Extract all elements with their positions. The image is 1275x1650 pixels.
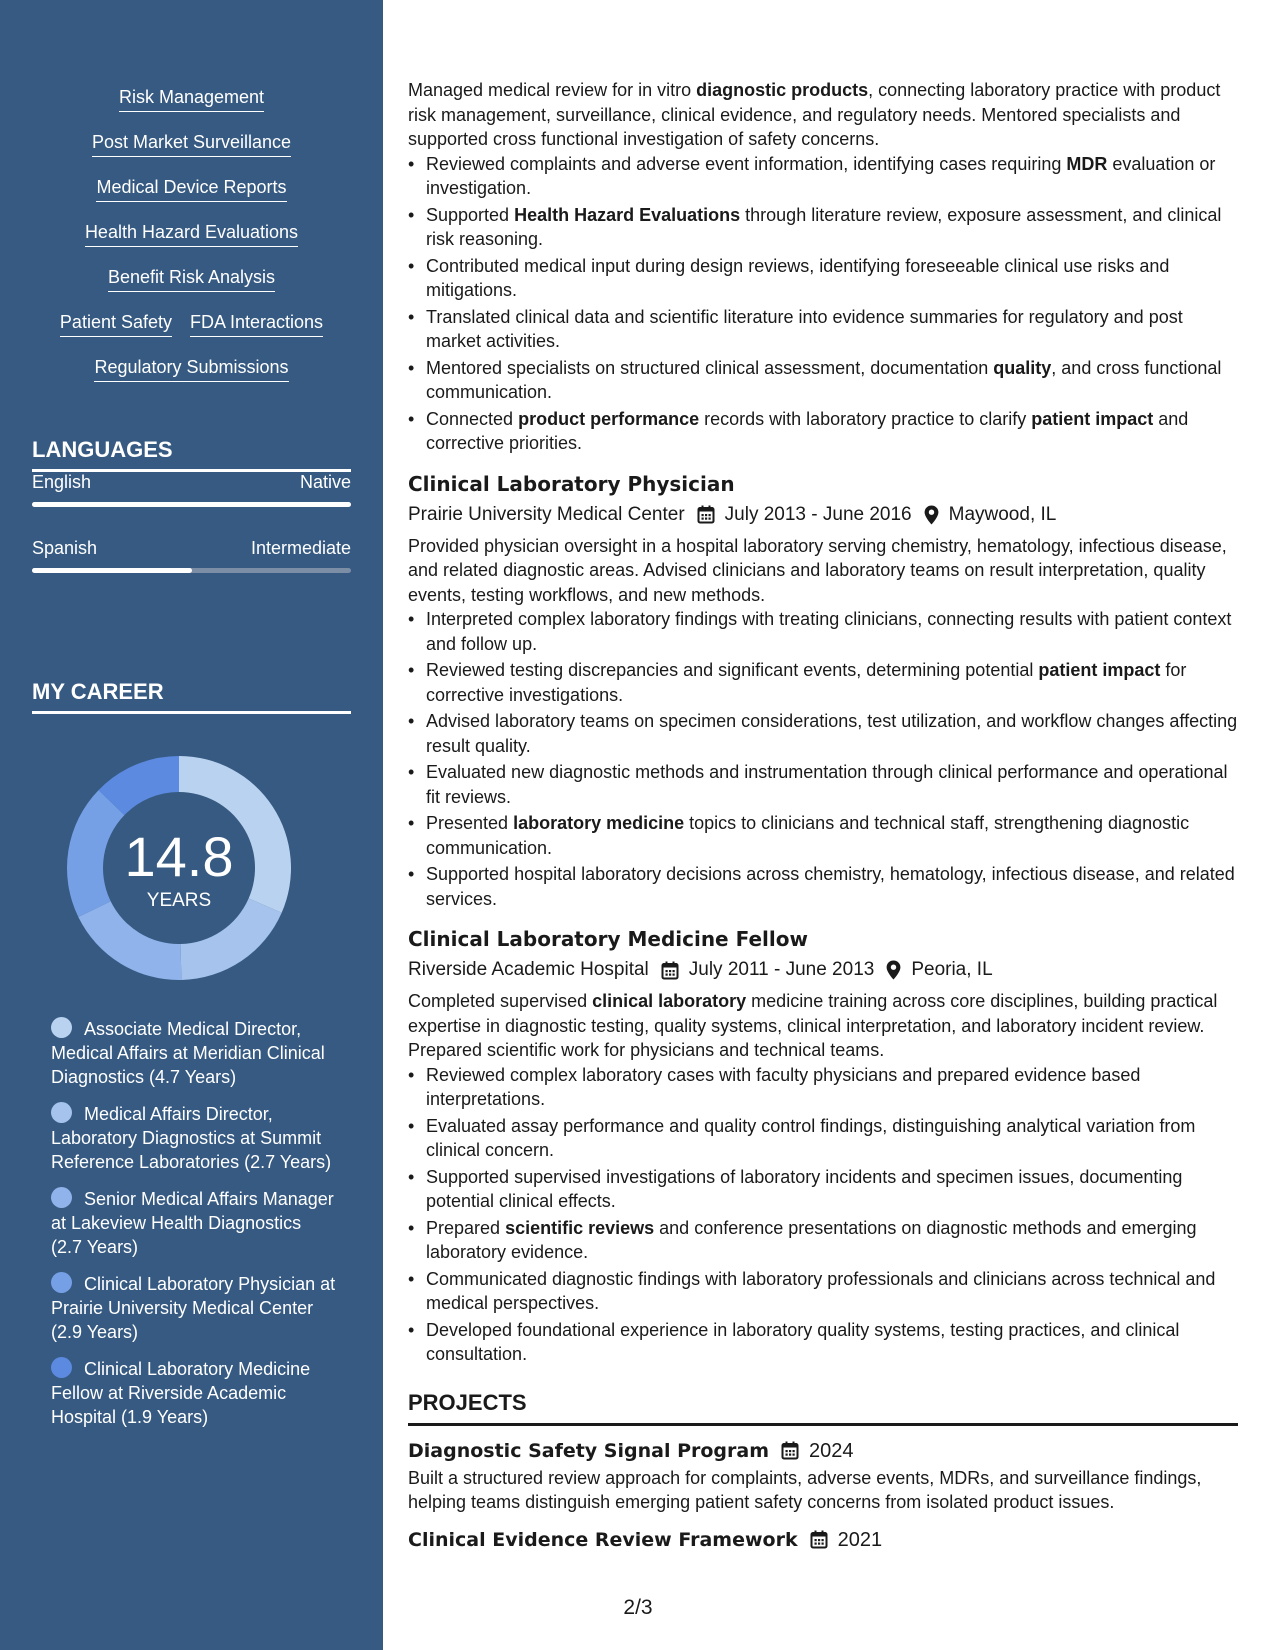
skill-tag: Benefit Risk Analysis [108, 266, 275, 292]
bullet-item [426, 407, 1238, 456]
skill-tag: FDA Interactions [190, 311, 323, 337]
text-run: topics to clinicians and technical staff, strengthening diagnostic communication. [426, 813, 1190, 858]
bullet-item [426, 607, 1238, 656]
skill-tag: Patient Safety [60, 311, 172, 337]
language-name: English [32, 472, 92, 492]
skill-row [32, 311, 351, 356]
project-description: Built a structured review approach for complaints, adverse events, MDRs, and surveillance findings, helping teams distinguish emerging patient safety concerns from isolated product issues. [408, 1467, 1202, 1512]
career-item [51, 1357, 336, 1429]
text-run: for corrective investigations. [426, 660, 1187, 705]
text-run: Communicated diagnostic findings with laboratory professionals and clinicians across technical and medical perspectives. [426, 1268, 1216, 1313]
career-item [51, 1187, 336, 1259]
emphasis-text: laboratory medicine [513, 813, 685, 833]
job-location: Maywood, IL [948, 503, 1057, 525]
project-title: Diagnostic Safety Signal Program [408, 1439, 770, 1462]
skill-row [32, 356, 351, 401]
language-proficiency-fill [32, 502, 351, 507]
emphasis-text: diagnostic products [696, 80, 869, 100]
project-title-row [408, 1438, 1238, 1464]
project-entry [408, 1527, 1238, 1553]
text-run: evaluation or investigation. [426, 153, 1216, 198]
bullet-item [426, 203, 1238, 252]
career-legend-dot [51, 1272, 72, 1293]
text-run: Translated clinical data and scientific literature into evidence summaries for regulatory and post market activities. [426, 306, 1183, 351]
career-total-unit: YEARS [146, 890, 212, 911]
text-run: Evaluated new diagnostic methods and instrumentation through clinical performance and operational fit reviews. [426, 762, 1228, 807]
text-run: Provided physician oversight in a hospital laboratory serving chemistry, hematology, infectious disease, and related diagnostic areas. Advised clinicians and laboratory teams on result interpretation, quality events, testing workflows, and new methods. [408, 535, 1227, 605]
language-name: Spanish [32, 538, 98, 558]
projects-list [408, 1438, 1238, 1553]
language-proficiency-bar [32, 568, 351, 573]
jobs-list [408, 470, 1238, 1367]
career-list [51, 1017, 336, 1442]
bullet-item [426, 1165, 1238, 1214]
languages-heading: LANGUAGES [32, 437, 351, 472]
job-entry [408, 925, 1238, 1367]
career-heading: MY CAREER [32, 679, 351, 714]
language-proficiency-bar [32, 502, 351, 507]
career-total-years: 14.8 [124, 825, 234, 888]
job-meta [408, 957, 1238, 983]
bullet-item [426, 152, 1238, 201]
calendar-icon [781, 1441, 799, 1460]
emphasis-text: MDR [1066, 153, 1108, 174]
bullet-item [426, 811, 1238, 860]
job-summary [408, 989, 1238, 1063]
bullet-item [426, 254, 1238, 303]
skill-tag: Health Hazard Evaluations [85, 221, 298, 247]
language-row [32, 537, 351, 559]
project-title-row [408, 1527, 1238, 1553]
bullet-item [426, 1318, 1238, 1367]
text-run: Interpreted complex laboratory findings with treating clinicians, connecting results with patient context and follow up. [426, 609, 1232, 654]
skill-row [32, 176, 351, 221]
text-run: Reviewed testing discrepancies and significant events, determining potential [426, 660, 1039, 680]
job-dates: July 2011 - June 2013 [688, 959, 875, 980]
career-item [51, 1017, 336, 1089]
bullet-item [426, 658, 1238, 707]
career-item-label: Clinical Laboratory Physician at Prairie University Medical Center (2.9 Years) [51, 1274, 336, 1342]
text-run: and corrective priorities. [426, 408, 1189, 453]
page-number: 2/3 [623, 1596, 653, 1619]
bullet-item [426, 760, 1238, 809]
text-run: and conference presentations on diagnostic methods and emerging laboratory evidence. [426, 1217, 1197, 1262]
career-item-label: Medical Affairs Director, Laboratory Diagnostics at Summit Reference Laboratories (2.7 Years) [51, 1104, 332, 1172]
location-pin-icon [886, 960, 901, 980]
job-summary [408, 534, 1238, 608]
skill-tag: Medical Device Reports [96, 176, 286, 202]
bullet-item [426, 709, 1238, 758]
bullet-item [426, 1063, 1238, 1112]
project-entry [408, 1438, 1238, 1515]
emphasis-text: Health Hazard Evaluations [514, 204, 741, 225]
text-run: through literature review, exposure assessment, and clinical risk reasoning. [426, 204, 1222, 249]
emphasis-text: clinical laboratory [592, 991, 747, 1011]
projects-heading: PROJECTS [408, 1389, 1238, 1426]
career-legend-dot [51, 1187, 72, 1208]
skill-tag: Post Market Surveillance [92, 131, 291, 157]
project-title: Clinical Evidence Review Framework [408, 1528, 798, 1551]
skills-list [32, 86, 351, 401]
skill-row [32, 86, 351, 131]
job-dates: July 2013 - June 2016 [724, 503, 912, 525]
skill-row [32, 131, 351, 176]
skill-row [32, 266, 351, 311]
sidebar [0, 0, 383, 1650]
text-run: Reviewed complaints and adverse event information, identifying cases requiring [426, 153, 1067, 174]
job-title: Clinical Laboratory Physician [408, 471, 735, 496]
emphasis-text: product performance [518, 408, 700, 429]
text-run: Prepared [426, 1217, 506, 1238]
text-run: Supported [426, 204, 515, 225]
text-run: Reviewed complex laboratory cases with faculty physicians and prepared evidence based interpretations. [426, 1064, 1141, 1109]
text-run: Evaluated assay performance and quality control findings, distinguishing analytical variation from clinical concern. [426, 1115, 1196, 1160]
career-item [51, 1102, 336, 1174]
calendar-icon [697, 505, 715, 524]
language-proficiency-fill [32, 568, 192, 573]
text-run: records with laboratory practice to clarify [699, 408, 1032, 429]
job-title: Clinical Laboratory Medicine Fellow [408, 927, 808, 951]
donut-segment-3 [78, 901, 181, 980]
career-item-label: Associate Medical Director, Medical Affairs at Meridian Clinical Diagnostics (4.7 Years) [51, 1019, 325, 1087]
job-company: Prairie University Medical Center [408, 503, 685, 525]
project-year: 2021 [837, 1528, 883, 1551]
text-run: Mentored specialists on structured clinical assessment, documentation [426, 357, 994, 378]
emphasis-text: patient impact [1038, 660, 1161, 680]
job-meta [408, 502, 1238, 528]
bullet-item [426, 862, 1238, 911]
bullet-item [426, 1267, 1238, 1316]
skill-tag: Regulatory Submissions [94, 356, 288, 382]
text-run: Presented [426, 813, 514, 833]
language-entry [32, 537, 351, 573]
bullet-item [426, 1114, 1238, 1163]
language-level: Native [299, 472, 351, 492]
text-run: , connecting laboratory practice with product risk management, surveillance, clinical evidence, and regulatory needs. Mentored specialists and supported cross functional investigation of safety concerns. [408, 80, 1221, 149]
bullet-item [426, 305, 1238, 354]
job-entry [408, 470, 1238, 912]
location-pin-icon [924, 505, 939, 525]
career-legend-dot [51, 1017, 72, 1038]
bullet-item [426, 1216, 1238, 1265]
project-year: 2024 [809, 1439, 854, 1462]
emphasis-text: patient impact [1031, 408, 1154, 429]
language-row [32, 471, 351, 493]
skill-row [32, 221, 351, 266]
calendar-icon [810, 1530, 828, 1549]
text-run: Supported hospital laboratory decisions across chemistry, hematology, infectious disease, and related services. [426, 864, 1235, 909]
text-run: Connected [426, 408, 519, 429]
skill-tag: Risk Management [119, 86, 264, 112]
career-legend-dot [51, 1357, 72, 1378]
language-level: Intermediate [250, 538, 351, 558]
career-item [51, 1272, 336, 1344]
career-item-label: Clinical Laboratory Medicine Fellow at Riverside Academic Hospital (1.9 Years) [51, 1359, 311, 1427]
text-run: Developed foundational experience in laboratory quality systems, testing practices, and clinical consultation. [426, 1319, 1180, 1364]
job-bullets [426, 607, 1238, 911]
text-run: , and cross functional communication. [426, 357, 1222, 402]
bullet-item [426, 356, 1238, 405]
role-bullets [426, 152, 1238, 456]
language-entry [32, 471, 351, 507]
role-summary [408, 78, 1238, 152]
text-run: Completed supervised [408, 991, 593, 1011]
text-run: Managed medical review for in vitro [408, 80, 697, 100]
text-run: Advised laboratory teams on specimen considerations, test utilization, and workflow changes affecting result quality. [426, 711, 1238, 756]
calendar-icon [661, 961, 679, 980]
career-item-label: Senior Medical Affairs Manager at Lakeview Health Diagnostics (2.7 Years) [51, 1189, 334, 1257]
main-content [408, 78, 1238, 1553]
job-bullets [426, 1063, 1238, 1367]
career-legend-dot [51, 1102, 72, 1123]
text-run: Contributed medical input during design reviews, identifying foreseeable clinical use risks and mitigations. [426, 255, 1170, 300]
job-company: Riverside Academic Hospital [408, 959, 649, 980]
emphasis-text: scientific reviews [505, 1217, 655, 1238]
emphasis-text: quality [993, 357, 1052, 378]
text-run: medicine training across core disciplines, building practical expertise in diagnostic testing, quality systems, clinical interpretation, and laboratory incident review. Prepared scientific work for physicians and technical teams. [408, 991, 1218, 1060]
job-location: Peoria, IL [911, 959, 993, 980]
text-run: Supported supervised investigations of laboratory incidents and specimen issues, documenting potential clinical effects. [426, 1166, 1183, 1211]
